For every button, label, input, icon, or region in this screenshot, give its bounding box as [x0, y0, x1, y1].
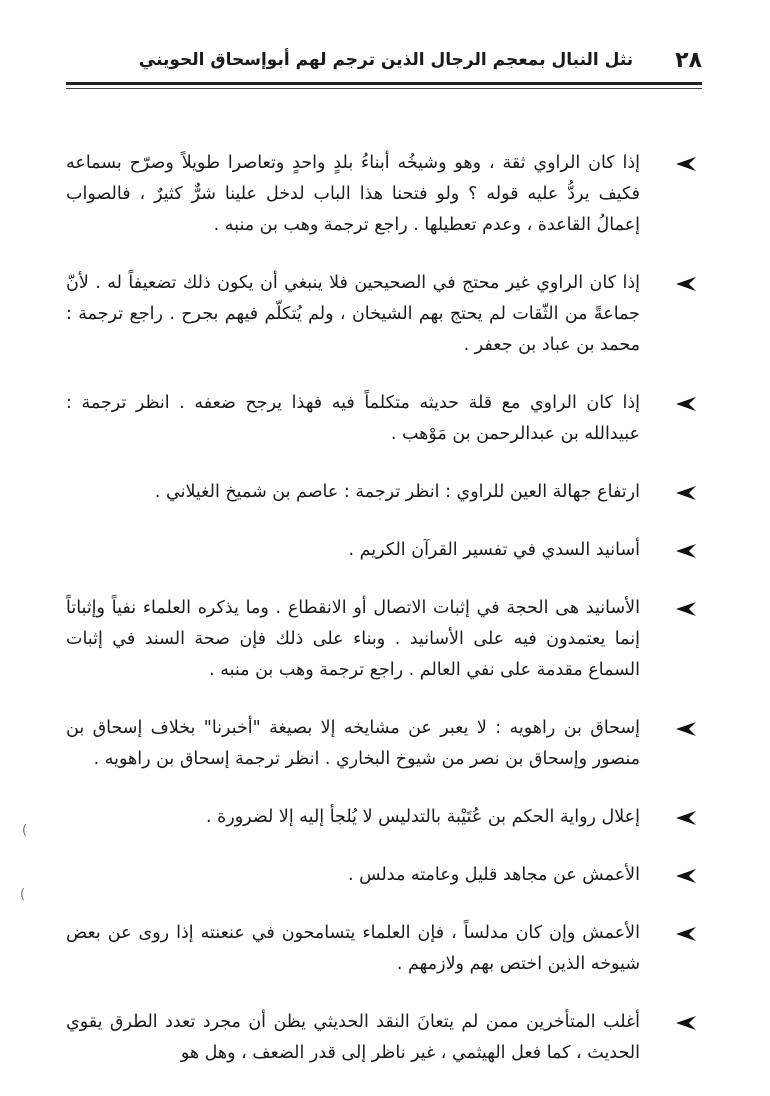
- list-item: [66, 148, 702, 241]
- list-item: [66, 535, 702, 566]
- margin-mark: (: [22, 823, 28, 838]
- entry-list: [66, 148, 702, 1096]
- list-item: [66, 860, 702, 891]
- arrowhead-bullet-icon: [674, 926, 698, 942]
- entry-text: إسحاق بن راهويه : لا يعبر عن مشايخه إلا بصيغة "أخبرنا" بخلاف إسحاق بن منصور وإسحاق بن نصر من شيوخ البخاري . انظر ترجمة إسحاق بن راهويه .: [66, 718, 640, 769]
- page-header: [66, 40, 702, 84]
- entry-text: الأعمش عن مجاهد قليل وعامته مدلس .: [348, 865, 640, 885]
- page-number: ٢٨: [675, 48, 702, 73]
- entry-text: إذا كان الراوي مع قلة حديثه متكلماً فيه فهذا يرجح ضعفه . انظر ترجمة : عبيدالله بن عبدالرحمن بن مَوْهب .: [66, 393, 640, 444]
- list-item: [66, 268, 702, 361]
- entry-text: إعلال رواية الحكم بن عُتَيْبة بالتدليس لا يُلجأ إليه إلا لضرورة .: [205, 807, 640, 827]
- list-item: [66, 477, 702, 508]
- list-item: [66, 802, 702, 833]
- entry-text: إذا كان الراوي غير محتج في الصحيحين فلا ينبغي أن يكون ذلك تضعيفاً له . لأنّ جماعةً من الثّقات لم يحتج بهم الشيخان ، ولم يُتكلّم فيهم بجرح . راجع ترجمة : محمد بن عباد بن جعفر .: [66, 273, 640, 355]
- entry-text: أغلب المتأخرين ممن لم يتعانَ النقد الحديثي يظن أن مجرد تعدد الطرق يقوي الحديث ، كما فعل الهيثمي ، غير ناظر إلى قدر الضعف ، وهل هو: [66, 1012, 640, 1063]
- header-rule-thin: [66, 88, 702, 89]
- arrowhead-bullet-icon: [674, 485, 698, 501]
- entry-text: أسانيد السدي في تفسير القرآن الكريم .: [348, 540, 640, 560]
- entry-text: ارتفاع جهالة العين للراوي : انظر ترجمة : عاصم بن شميخ الغيلاني .: [154, 482, 640, 502]
- arrowhead-bullet-icon: [674, 601, 698, 617]
- arrowhead-bullet-icon: [674, 543, 698, 559]
- arrowhead-bullet-icon: [674, 868, 698, 884]
- arrowhead-bullet-icon: [674, 1015, 698, 1031]
- list-item: [66, 713, 702, 775]
- margin-mark: (: [20, 887, 26, 902]
- arrowhead-bullet-icon: [674, 721, 698, 737]
- arrowhead-bullet-icon: [674, 276, 698, 292]
- list-item: [66, 1007, 702, 1069]
- header-rule-thick: [66, 82, 702, 85]
- list-item: [66, 593, 702, 686]
- arrowhead-bullet-icon: [674, 396, 698, 412]
- running-title: نثل النبال بمعجم الرجال الذين ترجم لهم أبوإسحاق الحويني: [138, 50, 634, 70]
- arrowhead-bullet-icon: [674, 156, 698, 172]
- list-item: [66, 918, 702, 980]
- entry-text: إذا كان الراوي ثقة ، وهو وشيخُه أبناءُ بلدٍ واحدٍ وتعاصرا طويلاً وصرّح بسماعه فكيف يردُّ عليه قوله ؟ ولو فتحنا هذا الباب لدخل علينا شرٌّ كثيرٌ ، فالصواب إعمالُ القاعدة ، وعدم تعطيلها . راجع ترجمة وهب بن منبه .: [66, 153, 640, 235]
- entry-text: الأسانيد هى الحجة في إثبات الاتصال أو الانقطاع . وما يذكره العلماء نفياً وإثباتاً إنما يعتمدون فيه على الأسانيد . وبناء على ذلك فإن صحة السند في إثبات السماع مقدمة على نفي العالم . راجع ترجمة وهب بن منبه .: [66, 598, 640, 680]
- list-item: [66, 388, 702, 450]
- arrowhead-bullet-icon: [674, 810, 698, 826]
- entry-text: الأعمش وإن كان مدلساً ، فإن العلماء يتسامحون في عنعنته إذا روى عن بعض شيوخه الذين اختص بهم ولازمهم .: [66, 923, 640, 974]
